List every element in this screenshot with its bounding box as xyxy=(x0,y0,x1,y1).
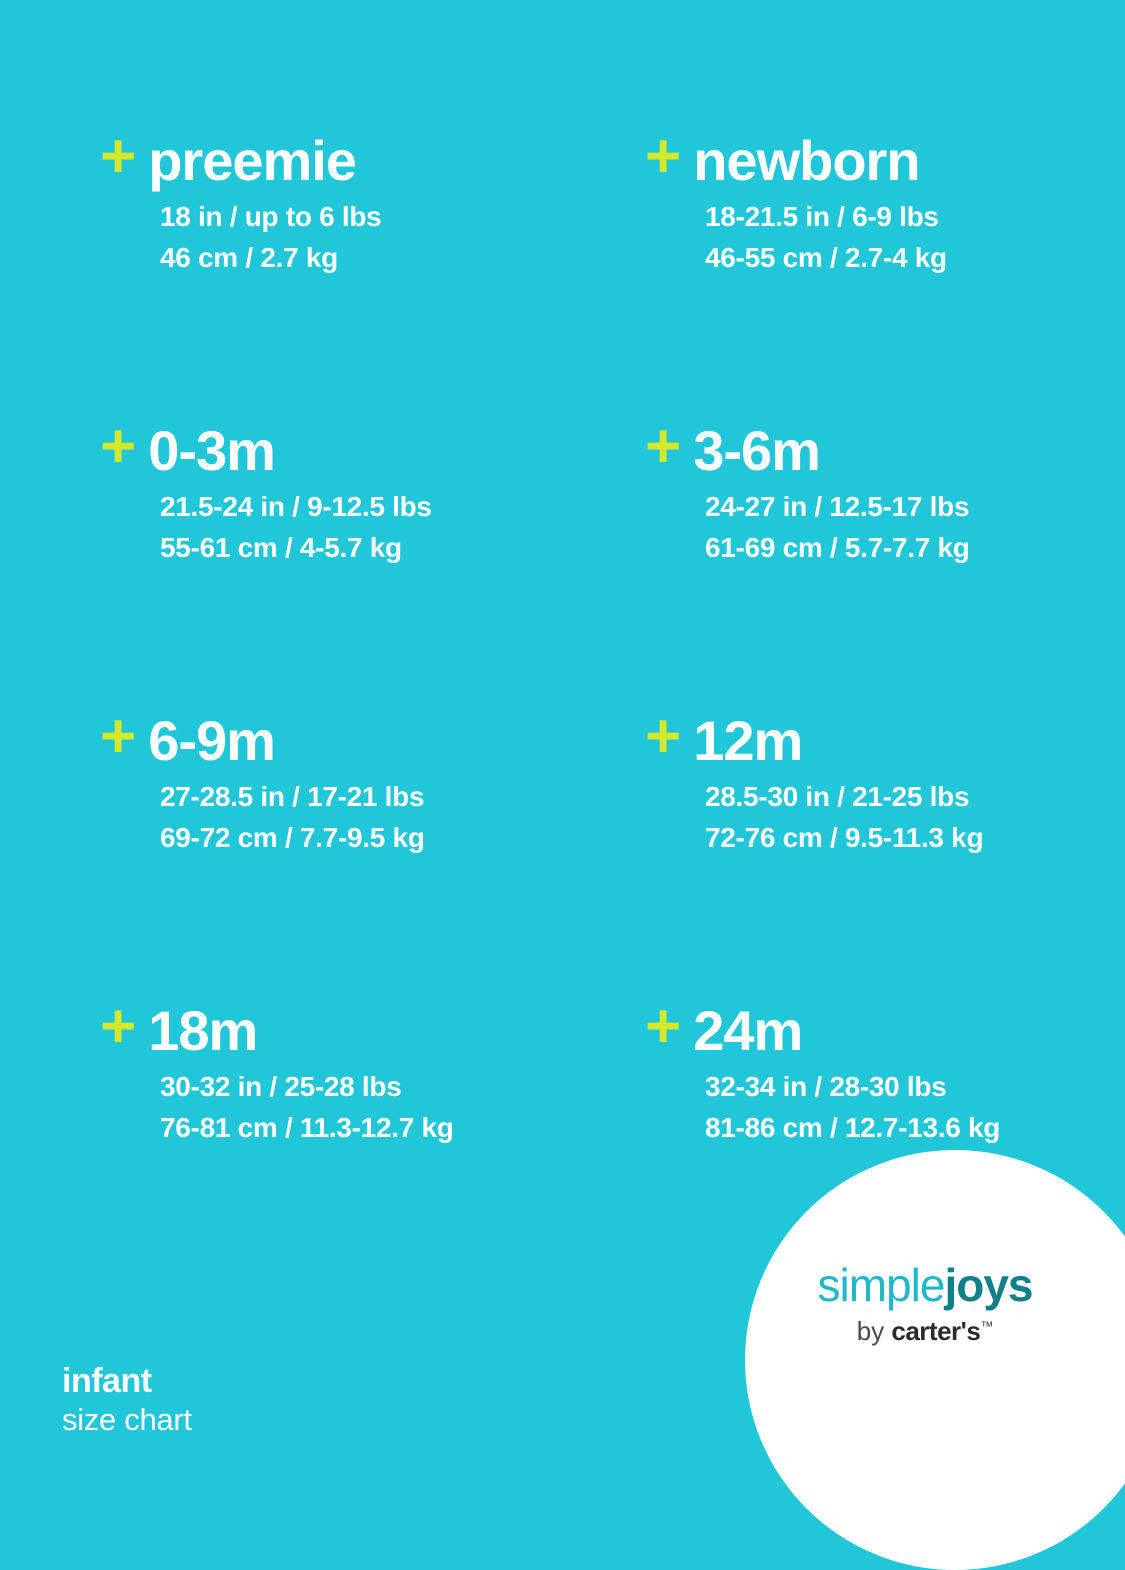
plus-icon: + xyxy=(645,702,682,771)
size-metric: 69-72 cm / 7.7-9.5 kg xyxy=(160,822,425,854)
plus-icon: + xyxy=(100,702,137,771)
size-heading xyxy=(100,122,645,192)
size-name: preemie xyxy=(148,129,357,192)
size-heading xyxy=(100,992,645,1062)
trademark-icon: ™ xyxy=(980,1318,994,1334)
size-name: 24m xyxy=(693,999,803,1062)
brand-by-text: by xyxy=(856,1316,885,1346)
size-block-newborn xyxy=(645,122,1125,420)
size-block-12m xyxy=(645,702,1125,1000)
size-name: 6-9m xyxy=(148,709,275,772)
footer-subtitle: size chart xyxy=(62,1401,192,1437)
size-metric: 81-86 cm / 12.7-13.6 kg xyxy=(705,1112,1001,1144)
plus-icon: + xyxy=(645,122,682,191)
size-block-preemie xyxy=(100,122,645,420)
size-block-18m xyxy=(100,992,645,1290)
size-metric: 46-55 cm / 2.7-4 kg xyxy=(705,242,947,274)
footer-title: infant xyxy=(62,1361,152,1400)
size-block-6-9m xyxy=(100,702,645,1000)
size-metric: 55-61 cm / 4-5.7 kg xyxy=(160,532,402,564)
size-name: 0-3m xyxy=(148,419,275,482)
brand-joys-text: joys xyxy=(944,1259,1033,1311)
size-imperial: 30-32 in / 25-28 lbs xyxy=(160,1071,402,1102)
size-block-3-6m xyxy=(645,412,1125,710)
size-name: 18m xyxy=(148,999,258,1062)
plus-icon: + xyxy=(645,412,682,481)
size-heading xyxy=(100,702,645,772)
size-imperial: 24-27 in / 12.5-17 lbs xyxy=(705,491,970,522)
size-metric: 72-76 cm / 9.5-11.3 kg xyxy=(705,822,984,854)
brand-logo-inner xyxy=(745,1259,1105,1346)
plus-icon: + xyxy=(645,992,682,1061)
size-name: 12m xyxy=(693,709,803,772)
size-imperial: 21.5-24 in / 9-12.5 lbs xyxy=(160,491,432,522)
size-metric: 46 cm / 2.7 kg xyxy=(160,242,338,274)
size-heading xyxy=(645,702,1125,772)
size-heading xyxy=(645,122,1125,192)
size-metric: 61-69 cm / 5.7-7.7 kg xyxy=(705,532,970,564)
size-imperial: 18-21.5 in / 6-9 lbs xyxy=(705,201,939,232)
plus-icon: + xyxy=(100,992,137,1061)
size-metric: 76-81 cm / 11.3-12.7 kg xyxy=(160,1112,454,1144)
size-name: newborn xyxy=(693,129,920,192)
size-block-0-3m xyxy=(100,412,645,710)
footer-label xyxy=(62,1362,192,1438)
size-imperial: 27-28.5 in / 17-21 lbs xyxy=(160,781,425,812)
brand-carters-text: carter's xyxy=(891,1316,981,1346)
size-heading xyxy=(645,412,1125,482)
size-heading xyxy=(645,992,1125,1062)
brand-wordmark xyxy=(745,1259,1105,1311)
brand-simple-text: simple xyxy=(817,1259,945,1311)
size-heading xyxy=(100,412,645,482)
size-imperial: 18 in / up to 6 lbs xyxy=(160,201,382,232)
brand-byline xyxy=(745,1318,1105,1344)
size-imperial: 32-34 in / 28-30 lbs xyxy=(705,1071,947,1102)
size-name: 3-6m xyxy=(693,419,820,482)
plus-icon: + xyxy=(100,412,137,481)
size-imperial: 28.5-30 in / 21-25 lbs xyxy=(705,781,970,812)
plus-icon: + xyxy=(100,122,137,191)
size-grid xyxy=(0,122,1125,1290)
